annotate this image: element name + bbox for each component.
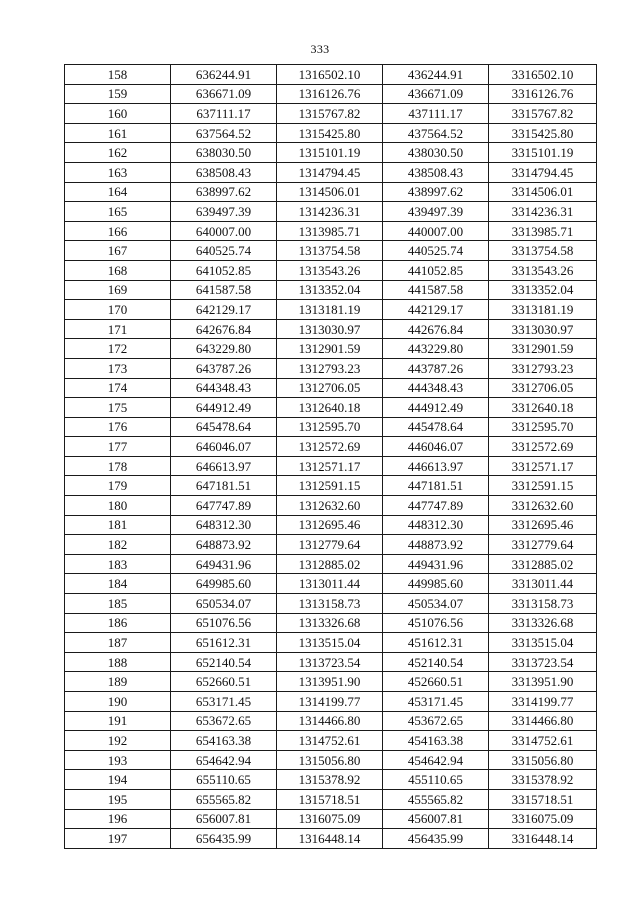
- table-row: [65, 613, 597, 633]
- table-body: [65, 65, 597, 849]
- coord-c-cell: 451076.56: [383, 613, 489, 633]
- table-row: [65, 162, 597, 182]
- coord-b-cell: 1313723.54: [277, 652, 383, 672]
- coord-d-cell: 3316448.14: [489, 829, 597, 849]
- coord-b-cell: 1312695.46: [277, 515, 383, 535]
- point-number-cell: 194: [65, 770, 171, 790]
- coord-a-cell: 637111.17: [171, 104, 277, 124]
- coord-d-cell: 3315718.51: [489, 789, 597, 809]
- table-row: [65, 300, 597, 320]
- coord-a-cell: 648873.92: [171, 535, 277, 555]
- table-row: [65, 574, 597, 594]
- coord-d-cell: 3312706.05: [489, 378, 597, 398]
- coord-a-cell: 644912.49: [171, 398, 277, 418]
- table-row: [65, 672, 597, 692]
- point-number-cell: 170: [65, 300, 171, 320]
- coord-d-cell: 3313181.19: [489, 300, 597, 320]
- point-number-cell: 185: [65, 594, 171, 614]
- coord-d-cell: 3312632.60: [489, 496, 597, 516]
- coord-a-cell: 636244.91: [171, 65, 277, 85]
- table-row: [65, 260, 597, 280]
- coord-a-cell: 640007.00: [171, 221, 277, 241]
- coord-b-cell: 1314506.01: [277, 182, 383, 202]
- coord-d-cell: 3312793.23: [489, 358, 597, 378]
- coord-b-cell: 1315425.80: [277, 123, 383, 143]
- coord-b-cell: 1313011.44: [277, 574, 383, 594]
- coord-b-cell: 1312640.18: [277, 398, 383, 418]
- point-number-cell: 168: [65, 260, 171, 280]
- point-number-cell: 188: [65, 652, 171, 672]
- point-number-cell: 183: [65, 554, 171, 574]
- point-number-cell: 184: [65, 574, 171, 594]
- coord-b-cell: 1312632.60: [277, 496, 383, 516]
- coord-b-cell: 1312706.05: [277, 378, 383, 398]
- point-number-cell: 191: [65, 711, 171, 731]
- table-row: [65, 202, 597, 222]
- coord-b-cell: 1313985.71: [277, 221, 383, 241]
- coord-b-cell: 1315718.51: [277, 789, 383, 809]
- coord-d-cell: 3312572.69: [489, 437, 597, 457]
- coordinate-table: [64, 64, 597, 849]
- point-number-cell: 158: [65, 65, 171, 85]
- table-row: [65, 515, 597, 535]
- point-number-cell: 193: [65, 750, 171, 770]
- coord-d-cell: 3315101.19: [489, 143, 597, 163]
- table-row: [65, 104, 597, 124]
- point-number-cell: 187: [65, 633, 171, 653]
- coord-c-cell: 444348.43: [383, 378, 489, 398]
- point-number-cell: 197: [65, 829, 171, 849]
- table-row: [65, 750, 597, 770]
- coord-a-cell: 638508.43: [171, 162, 277, 182]
- point-number-cell: 176: [65, 417, 171, 437]
- coord-d-cell: 3314752.61: [489, 731, 597, 751]
- point-number-cell: 175: [65, 398, 171, 418]
- coord-a-cell: 638997.62: [171, 182, 277, 202]
- coord-d-cell: 3312595.70: [489, 417, 597, 437]
- coord-d-cell: 3313030.97: [489, 319, 597, 339]
- coord-b-cell: 1313030.97: [277, 319, 383, 339]
- coord-b-cell: 1316075.09: [277, 809, 383, 829]
- coord-c-cell: 442129.17: [383, 300, 489, 320]
- coord-a-cell: 638030.50: [171, 143, 277, 163]
- coord-a-cell: 655565.82: [171, 789, 277, 809]
- coord-d-cell: 3313723.54: [489, 652, 597, 672]
- coord-c-cell: 443787.26: [383, 358, 489, 378]
- coord-b-cell: 1315101.19: [277, 143, 383, 163]
- coord-b-cell: 1312595.70: [277, 417, 383, 437]
- coord-d-cell: 3313543.26: [489, 260, 597, 280]
- point-number-cell: 189: [65, 672, 171, 692]
- coord-c-cell: 445478.64: [383, 417, 489, 437]
- coord-b-cell: 1313158.73: [277, 594, 383, 614]
- coord-d-cell: 3316502.10: [489, 65, 597, 85]
- table-row: [65, 789, 597, 809]
- coord-b-cell: 1314466.80: [277, 711, 383, 731]
- table-row: [65, 280, 597, 300]
- coord-b-cell: 1314199.77: [277, 692, 383, 712]
- coord-b-cell: 1315378.92: [277, 770, 383, 790]
- point-number-cell: 167: [65, 241, 171, 261]
- coord-d-cell: 3314466.80: [489, 711, 597, 731]
- coord-d-cell: 3316075.09: [489, 809, 597, 829]
- coord-d-cell: 3316126.76: [489, 84, 597, 104]
- coord-d-cell: 3313158.73: [489, 594, 597, 614]
- page-number: 333: [310, 42, 330, 56]
- coord-a-cell: 649431.96: [171, 554, 277, 574]
- table-row: [65, 84, 597, 104]
- coord-a-cell: 646613.97: [171, 456, 277, 476]
- point-number-cell: 161: [65, 123, 171, 143]
- coord-a-cell: 647747.89: [171, 496, 277, 516]
- point-number-cell: 179: [65, 476, 171, 496]
- coord-a-cell: 650534.07: [171, 594, 277, 614]
- coord-c-cell: 438997.62: [383, 182, 489, 202]
- table-row: [65, 143, 597, 163]
- coord-a-cell: 642129.17: [171, 300, 277, 320]
- table-row: [65, 633, 597, 653]
- point-number-cell: 163: [65, 162, 171, 182]
- coord-b-cell: 1312793.23: [277, 358, 383, 378]
- coord-b-cell: 1312885.02: [277, 554, 383, 574]
- coord-b-cell: 1315767.82: [277, 104, 383, 124]
- coord-c-cell: 439497.39: [383, 202, 489, 222]
- coord-a-cell: 655110.65: [171, 770, 277, 790]
- coord-c-cell: 438030.50: [383, 143, 489, 163]
- coord-c-cell: 451612.31: [383, 633, 489, 653]
- point-number-cell: 182: [65, 535, 171, 555]
- point-number-cell: 172: [65, 339, 171, 359]
- coord-b-cell: 1313326.68: [277, 613, 383, 633]
- table-row: [65, 496, 597, 516]
- coord-c-cell: 436244.91: [383, 65, 489, 85]
- coord-b-cell: 1312901.59: [277, 339, 383, 359]
- coord-c-cell: 454163.38: [383, 731, 489, 751]
- table-row: [65, 554, 597, 574]
- coord-b-cell: 1313754.58: [277, 241, 383, 261]
- table-row: [65, 417, 597, 437]
- table-row: [65, 809, 597, 829]
- coord-a-cell: 637564.52: [171, 123, 277, 143]
- coord-c-cell: 441052.85: [383, 260, 489, 280]
- table-row: [65, 358, 597, 378]
- coord-a-cell: 649985.60: [171, 574, 277, 594]
- coord-c-cell: 436671.09: [383, 84, 489, 104]
- point-number-cell: 173: [65, 358, 171, 378]
- coord-b-cell: 1313515.04: [277, 633, 383, 653]
- coord-a-cell: 639497.39: [171, 202, 277, 222]
- coord-d-cell: 3312901.59: [489, 339, 597, 359]
- coord-a-cell: 646046.07: [171, 437, 277, 457]
- coord-d-cell: 3315425.80: [489, 123, 597, 143]
- coord-b-cell: 1312779.64: [277, 535, 383, 555]
- coord-b-cell: 1315056.80: [277, 750, 383, 770]
- coord-d-cell: 3313985.71: [489, 221, 597, 241]
- coord-b-cell: 1314752.61: [277, 731, 383, 751]
- coord-c-cell: 446613.97: [383, 456, 489, 476]
- coord-d-cell: 3315767.82: [489, 104, 597, 124]
- table-row: [65, 182, 597, 202]
- table-row: [65, 770, 597, 790]
- coord-d-cell: 3313951.90: [489, 672, 597, 692]
- coord-d-cell: 3312591.15: [489, 476, 597, 496]
- table-row: [65, 437, 597, 457]
- coord-d-cell: 3312695.46: [489, 515, 597, 535]
- coord-b-cell: 1312591.15: [277, 476, 383, 496]
- point-number-cell: 181: [65, 515, 171, 535]
- coord-c-cell: 449431.96: [383, 554, 489, 574]
- coord-b-cell: 1313543.26: [277, 260, 383, 280]
- coord-d-cell: 3312779.64: [489, 535, 597, 555]
- table-row: [65, 692, 597, 712]
- point-number-cell: 165: [65, 202, 171, 222]
- coord-c-cell: 449985.60: [383, 574, 489, 594]
- coord-a-cell: 643229.80: [171, 339, 277, 359]
- coord-a-cell: 640525.74: [171, 241, 277, 261]
- coord-d-cell: 3313754.58: [489, 241, 597, 261]
- coord-c-cell: 442676.84: [383, 319, 489, 339]
- point-number-cell: 190: [65, 692, 171, 712]
- table-row: [65, 221, 597, 241]
- table-row: [65, 652, 597, 672]
- coord-a-cell: 656435.99: [171, 829, 277, 849]
- coord-c-cell: 440007.00: [383, 221, 489, 241]
- coord-c-cell: 450534.07: [383, 594, 489, 614]
- coord-b-cell: 1316502.10: [277, 65, 383, 85]
- table-row: [65, 829, 597, 849]
- table-row: [65, 731, 597, 751]
- coord-a-cell: 647181.51: [171, 476, 277, 496]
- coord-b-cell: 1312571.17: [277, 456, 383, 476]
- coord-a-cell: 642676.84: [171, 319, 277, 339]
- point-number-cell: 178: [65, 456, 171, 476]
- point-number-cell: 180: [65, 496, 171, 516]
- coord-c-cell: 447181.51: [383, 476, 489, 496]
- table-row: [65, 456, 597, 476]
- table-row: [65, 398, 597, 418]
- table-row: [65, 711, 597, 731]
- point-number-cell: 195: [65, 789, 171, 809]
- coord-c-cell: 455110.65: [383, 770, 489, 790]
- coord-a-cell: 644348.43: [171, 378, 277, 398]
- coord-d-cell: 3314794.45: [489, 162, 597, 182]
- table-row: [65, 594, 597, 614]
- coord-c-cell: 456435.99: [383, 829, 489, 849]
- coord-a-cell: 641052.85: [171, 260, 277, 280]
- point-number-cell: 169: [65, 280, 171, 300]
- coord-c-cell: 454642.94: [383, 750, 489, 770]
- coord-d-cell: 3314199.77: [489, 692, 597, 712]
- coord-a-cell: 641587.58: [171, 280, 277, 300]
- coord-d-cell: 3315056.80: [489, 750, 597, 770]
- point-number-cell: 177: [65, 437, 171, 457]
- coord-d-cell: 3313352.04: [489, 280, 597, 300]
- point-number-cell: 160: [65, 104, 171, 124]
- coord-c-cell: 437564.52: [383, 123, 489, 143]
- coord-a-cell: 652660.51: [171, 672, 277, 692]
- point-number-cell: 174: [65, 378, 171, 398]
- coord-c-cell: 446046.07: [383, 437, 489, 457]
- coord-a-cell: 651612.31: [171, 633, 277, 653]
- coord-a-cell: 643787.26: [171, 358, 277, 378]
- table-row: [65, 476, 597, 496]
- coord-d-cell: 3314506.01: [489, 182, 597, 202]
- coord-d-cell: 3312640.18: [489, 398, 597, 418]
- coord-d-cell: 3313326.68: [489, 613, 597, 633]
- coord-c-cell: 448873.92: [383, 535, 489, 555]
- point-number-cell: 166: [65, 221, 171, 241]
- coord-a-cell: 645478.64: [171, 417, 277, 437]
- coord-c-cell: 453672.65: [383, 711, 489, 731]
- coord-d-cell: 3312571.17: [489, 456, 597, 476]
- coord-d-cell: 3313515.04: [489, 633, 597, 653]
- table-row: [65, 241, 597, 261]
- coord-c-cell: 453171.45: [383, 692, 489, 712]
- coord-c-cell: 437111.17: [383, 104, 489, 124]
- coord-c-cell: 447747.89: [383, 496, 489, 516]
- coord-a-cell: 654642.94: [171, 750, 277, 770]
- table-row: [65, 339, 597, 359]
- coord-a-cell: 636671.09: [171, 84, 277, 104]
- table-row: [65, 319, 597, 339]
- table-row: [65, 65, 597, 85]
- coord-a-cell: 648312.30: [171, 515, 277, 535]
- coord-c-cell: 444912.49: [383, 398, 489, 418]
- coord-c-cell: 455565.82: [383, 789, 489, 809]
- point-number-cell: 192: [65, 731, 171, 751]
- coord-c-cell: 452660.51: [383, 672, 489, 692]
- coord-b-cell: 1314236.31: [277, 202, 383, 222]
- table-row: [65, 123, 597, 143]
- coord-b-cell: 1313951.90: [277, 672, 383, 692]
- coord-b-cell: 1316448.14: [277, 829, 383, 849]
- coord-a-cell: 654163.38: [171, 731, 277, 751]
- coord-a-cell: 656007.81: [171, 809, 277, 829]
- coord-b-cell: 1313181.19: [277, 300, 383, 320]
- coord-c-cell: 448312.30: [383, 515, 489, 535]
- coord-d-cell: 3312885.02: [489, 554, 597, 574]
- point-number-cell: 171: [65, 319, 171, 339]
- table-row: [65, 378, 597, 398]
- coord-b-cell: 1314794.45: [277, 162, 383, 182]
- coord-d-cell: 3313011.44: [489, 574, 597, 594]
- point-number-cell: 186: [65, 613, 171, 633]
- coord-b-cell: 1312572.69: [277, 437, 383, 457]
- point-number-cell: 159: [65, 84, 171, 104]
- coord-c-cell: 438508.43: [383, 162, 489, 182]
- coord-c-cell: 452140.54: [383, 652, 489, 672]
- coord-c-cell: 441587.58: [383, 280, 489, 300]
- point-number-cell: 196: [65, 809, 171, 829]
- point-number-cell: 164: [65, 182, 171, 202]
- coord-d-cell: 3315378.92: [489, 770, 597, 790]
- coord-a-cell: 651076.56: [171, 613, 277, 633]
- point-number-cell: 162: [65, 143, 171, 163]
- coord-a-cell: 652140.54: [171, 652, 277, 672]
- coord-c-cell: 440525.74: [383, 241, 489, 261]
- coord-a-cell: 653672.65: [171, 711, 277, 731]
- coord-b-cell: 1313352.04: [277, 280, 383, 300]
- coord-b-cell: 1316126.76: [277, 84, 383, 104]
- coord-a-cell: 653171.45: [171, 692, 277, 712]
- coord-d-cell: 3314236.31: [489, 202, 597, 222]
- table-row: [65, 535, 597, 555]
- coord-c-cell: 443229.80: [383, 339, 489, 359]
- coord-c-cell: 456007.81: [383, 809, 489, 829]
